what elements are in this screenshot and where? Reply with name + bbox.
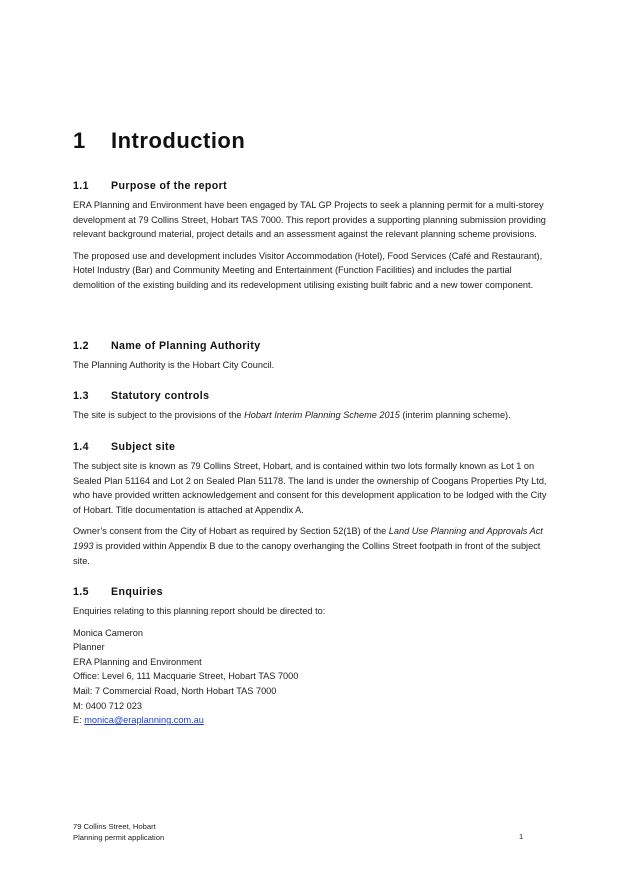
section-heading	[73, 340, 553, 352]
text-run: (interim planning scheme).	[399, 410, 511, 420]
paragraph: The Planning Authority is the Hobart City Council.	[73, 360, 275, 370]
contact-mobile: M: 0400 712 023	[73, 700, 142, 711]
footer-address: 79 Collins Street, Hobart	[73, 822, 156, 831]
contact-role: Planner	[73, 642, 105, 653]
section-enquiries	[73, 586, 553, 728]
text-run: Owner’s consent from the City of Hobart as required by Section 52(1B) of the	[73, 526, 389, 537]
section-title: Purpose of the report	[111, 180, 228, 192]
section-number: 1.2	[73, 340, 89, 352]
section-title: Enquiries	[111, 586, 163, 598]
section-statutory-controls	[73, 390, 553, 430]
act-title: Land Use Planning and Approvals Act 1993	[73, 526, 543, 551]
section-purpose	[73, 180, 553, 300]
contact-mail: Mail: 7 Commercial Road, North Hobart TAS 7000	[73, 685, 277, 696]
paragraph: The proposed use and development includes Visitor Accommodation (Hotel), Food Services (Café and Restaurant), Hotel Industry (Bar) and Community Meeting and Entertainment (Function Facilities) and includes the partial demolition of the existing building and its redevelopment utilising existing built fabric and a new tower component.	[73, 250, 543, 290]
section-title: Statutory controls	[111, 390, 210, 402]
text-run: is provided within Appendix B due to the canopy overhanging the Collins Street footpath in front of the subject site.	[73, 540, 541, 566]
section-heading	[73, 180, 553, 192]
paragraph	[73, 408, 553, 423]
section-planning-authority	[73, 340, 553, 380]
footer-doc-title: Planning permit application	[73, 833, 165, 842]
email-link[interactable]: monica@eraplanning.com.au	[84, 715, 204, 726]
contact-company: ERA Planning and Environment	[73, 656, 202, 667]
section-heading	[73, 390, 553, 402]
section-heading	[73, 586, 553, 598]
chapter-title: Introduction	[111, 128, 246, 153]
section-number: 1.1	[73, 180, 89, 192]
chapter-heading	[73, 128, 245, 154]
text-run: The site is subject to the provisions of the	[73, 410, 245, 420]
scheme-title: Hobart Interim Planning Scheme 2015	[244, 410, 400, 420]
section-number: 1.3	[73, 390, 89, 402]
section-subject-site	[73, 441, 553, 575]
section-title: Name of Planning Authority	[111, 340, 261, 352]
contact-office: Office: Level 6, 111 Macquarie Street, Hobart TAS 7000	[73, 671, 299, 682]
paragraph: ERA Planning and Environment have been engaged by TAL GP Projects to seek a planning permit for a multi-storey development at 79 Collins Street, Hobart TAS 7000. This report provides a supporting planning submission providing relevant background material, project details and an assessment against the relevant planning scheme provisions.	[73, 200, 546, 240]
paragraph: The subject site is known as 79 Collins Street, Hobart, and is contained within two lots formally known as Lot 1 on Sealed Plan 51164 and Lot 2 on Sealed Plan 51178. The land is under the ownership of Coogans Properties Pty Ltd, who have provided written acknowledgement and consent for this development application to be lodged with the City of Hobart. Title documentation is attached at Appendix A.	[73, 461, 547, 515]
contact-name: Monica Cameron	[73, 627, 143, 638]
chapter-number: 1	[73, 128, 86, 153]
paragraph: Enquiries relating to this planning report should be directed to:	[73, 606, 326, 616]
footer	[73, 821, 164, 843]
contact-email-line	[73, 713, 553, 728]
section-title: Subject site	[111, 441, 176, 453]
paragraph	[73, 524, 553, 568]
page-number: 1	[519, 832, 524, 841]
section-number: 1.4	[73, 441, 89, 453]
section-heading	[73, 441, 553, 453]
section-number: 1.5	[73, 586, 89, 598]
email-prefix: E:	[73, 715, 85, 726]
